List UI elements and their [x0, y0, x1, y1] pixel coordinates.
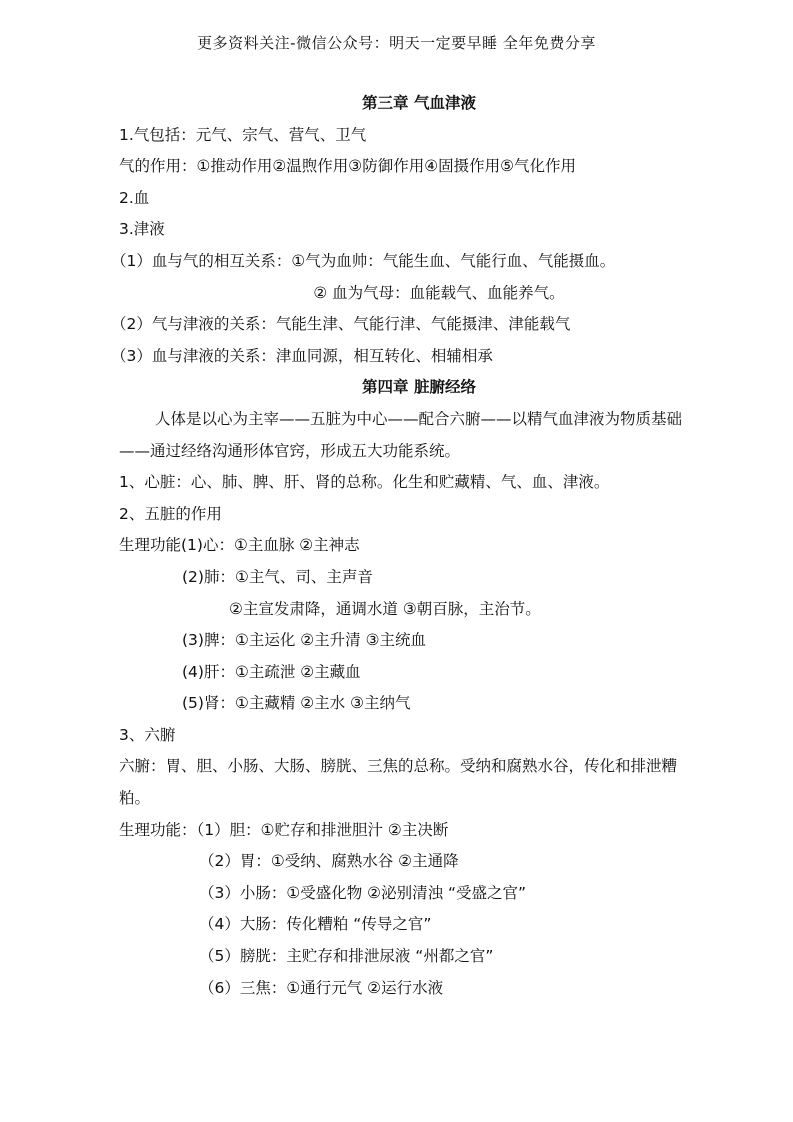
text-line: （2）气与津液的关系：气能生津、气能行津、气能摄津、津能载气	[111, 315, 571, 334]
text-line: 1、心脏：心、肺、脾、肝、肾的总称。化生和贮藏精、气、血、津液。	[119, 473, 610, 492]
text-line: ②主宣发肃降，通调水道 ③朝百脉，主治节。	[229, 599, 541, 618]
text-line: 生理功能：（1）胆：①贮存和排泄胆汁 ②主决断	[119, 820, 449, 839]
text-line: （3）小肠：①受盛化物 ②泌别清浊 “受盛之官”	[199, 883, 527, 902]
page-header: 更多资料关注-微信公众号：明天一定要早睡 全年免费分享	[197, 34, 596, 52]
text-line: (2)肺：①主气、司、主声音	[182, 567, 373, 586]
text-line: (5)肾：①主藏精 ②主水 ③主纳气	[182, 694, 411, 713]
text-line: 2.血	[119, 188, 150, 207]
text-line: 气的作用：①推动作用②温煦作用③防御作用④固摄作用⑤气化作用	[119, 157, 576, 176]
chapter-4-title: 第四章 脏腑经络	[362, 378, 476, 397]
text-line: 1.气包括：元气、宗气、营气、卫气	[119, 125, 367, 144]
chapter-3-title: 第三章 气血津液	[362, 94, 476, 112]
paragraph: 人体是以心为主宰——五脏为中心——配合六腑——以精气血津液为物质基础——通过经络沟通形体官窍，形成五大功能系统。	[119, 409, 683, 460]
text-line: (4)肝：①主疏泄 ②主藏血	[182, 662, 361, 681]
text-line: （6）三焦：①通行元气 ②运行水液	[199, 978, 444, 997]
text-line: （3）血与津液的关系：津血同源，相互转化、相辅相承	[111, 346, 493, 365]
paragraph: 六腑：胃、胆、小肠、大肠、膀胱、三焦的总称。受纳和腐熟水谷，传化和排泄糟粕。	[119, 757, 678, 808]
text-line: （2）胃：①受纳、腐熟水谷 ②主通降	[199, 852, 459, 871]
document-body	[111, 88, 699, 1004]
text-line: 2、五脏的作用	[119, 504, 222, 523]
text-line: 3.津液	[119, 220, 165, 239]
text-line: ② 血为气母：血能载气、血能养气。	[313, 283, 565, 302]
text-line: 生理功能(1)心：①主血脉 ②主神志	[119, 536, 360, 555]
text-line: （1）血与气的相互关系：①气为血帅：气能生血、气能行血、气能摄血。	[111, 251, 616, 270]
text-line: (3)脾：①主运化 ②主升清 ③主统血	[182, 631, 426, 650]
text-line: （4）大肠：传化糟粕 “传导之官”	[199, 915, 432, 934]
text-line: 3、六腑	[119, 725, 176, 744]
text-line: （5）膀胱：主贮存和排泄尿液 “州都之官”	[199, 947, 494, 966]
